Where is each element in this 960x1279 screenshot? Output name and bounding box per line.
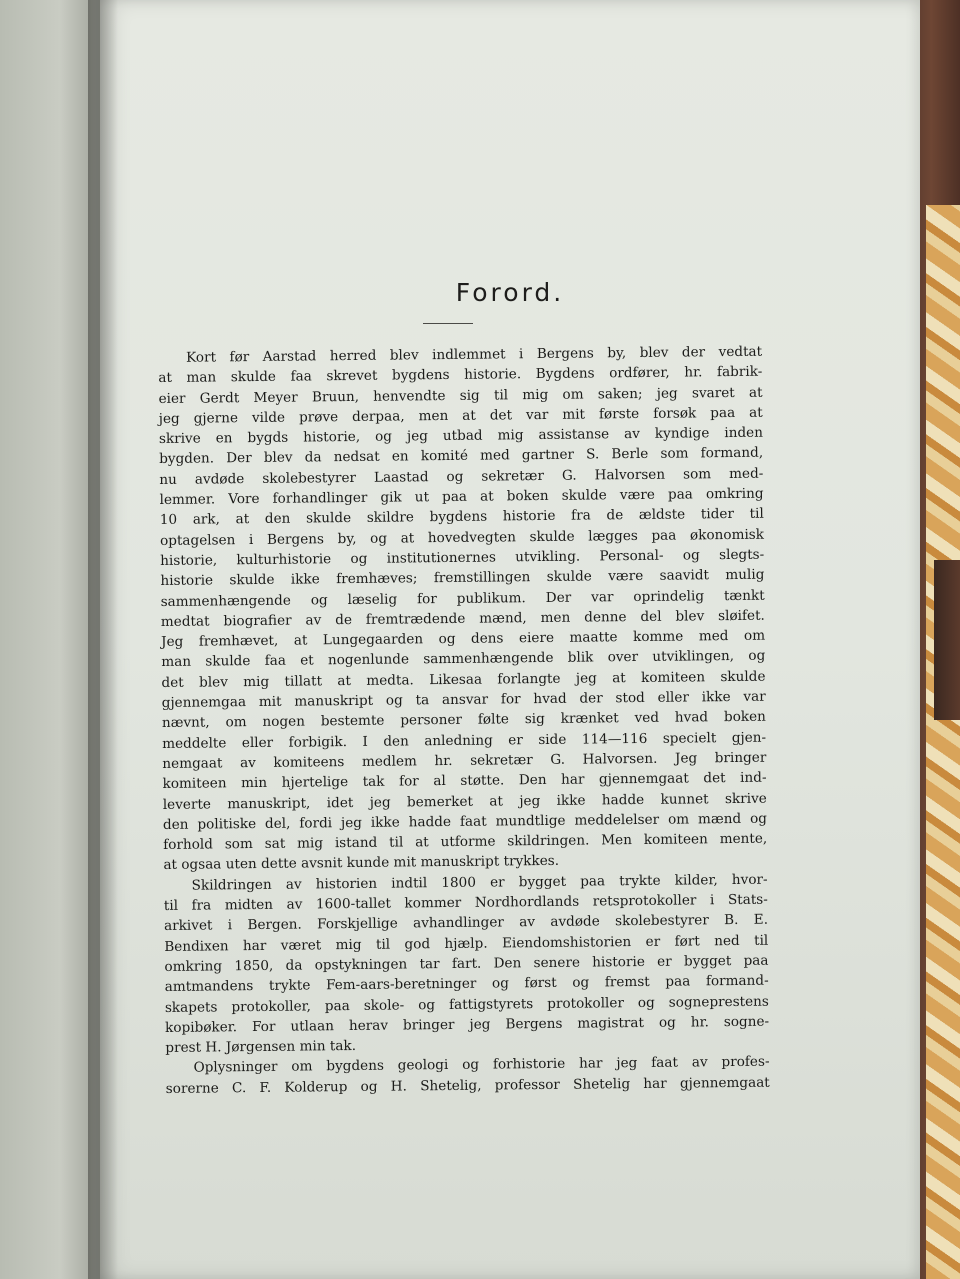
spine-shadow (88, 0, 118, 1279)
text-line: gjennemgaa mit manuskript og ta ansvar for hvad der stod eller ikke var (161, 688, 766, 712)
text-line: Kort før Aarstad herred blev indlemmet i Bergens by, blev der vedtat (186, 343, 763, 366)
text-line: komiteen min hjertelige tak for al støtte. Den har gjennemgaat det ind- (162, 769, 767, 793)
text-line: optagelsen i Bergens by, og at hovedvegten skulde lægges paa økonomisk (159, 526, 765, 549)
left-page-edge (0, 0, 100, 1279)
text-line: meddelte eller forbigik. I den anledning er side 114—116 specielt gjen- (162, 729, 767, 752)
page-title: Forord. (455, 278, 565, 307)
text-line: sammenhængende og læselig for publikum. Der var oprindelig tænkt (160, 587, 765, 610)
preface-body-text (158, 342, 770, 1099)
text-line: til fra midten av 1600-tallet kommer Nordhordlands retsprotokoller i Stats- (163, 891, 768, 914)
text-line: 10 ark, at den skulde skildre bygdens historie fra de ældste tider til (159, 506, 764, 529)
text-line: arkivet i Bergen. Forskjellige avhandlinger av avdøde skolebestyrer B. E. (163, 911, 769, 935)
text-line: historie skulde ikke fremhæves; fremstillingen skulde være saavidt mulig (160, 566, 765, 590)
text-line: forhold som sat mig istand til at utforme skildringen. Men komiteen mente, (163, 830, 768, 854)
text-line: omkring 1850, da opstykningen tar fart. Den senere historie er bygget paa (164, 952, 769, 975)
text-line: medtat biografier av de fremtrædende mænd, men denne del blev sløifet. (160, 607, 765, 630)
text-line: nemgaat av komiteens medlem hr. sekretær G. Halvorsen. Jeg bringer (162, 749, 767, 772)
text-line: skapets protokoller, paa skole- og fattigstyrets protokoller og sogneprestens (164, 993, 769, 1016)
text-line: kopibøker. For utlaan herav bringer jeg Bergens magistrat og hr. sogne- (165, 1013, 770, 1036)
text-line: eier Gerdt Meyer Bruun, henvendte sig til mig om saken; jeg svaret at (158, 384, 763, 407)
text-line: bygden. Der blev da nedsat en komité med gartner S. Berle som formand, (159, 445, 764, 468)
text-line: man skulde faa et nogenlunde sammenhængende blik over utviklingen, og (161, 648, 766, 671)
text-line: jeg gjerne vilde prøve derpaa, men at det var mit første forsøk paa at (158, 404, 763, 427)
text-line: Bendixen har været mig til god hjælp. Eiendomshistorien er ført ned til (164, 932, 769, 955)
text-line: prest H. Jørgensen min tak. (165, 1038, 357, 1057)
text-line: sorerne C. F. Kolderup og H. Shetelig, professor Shetelig har gjennemgaat (165, 1074, 770, 1097)
text-line: at ogsaa uten dette avsnit kunde mit manuskript trykkes. (163, 853, 560, 874)
text-line: den politiske del, fordi jeg ikke hadde faat mundtlige meddelelser om mænd og (162, 810, 768, 833)
text-line: historie, kulturhistorie og institutionernes utvikling. Personal- og slegts- (160, 546, 765, 569)
marbled-endpaper (926, 205, 960, 1279)
text-line: lemmer. Vore forhandlinger gik ut paa at boken skulde være paa omkring (159, 485, 764, 509)
cover-leather-strip (934, 560, 960, 720)
book-page (100, 0, 920, 1279)
text-line: at man skulde faa skrevet bygdens historie. Bygdens ordfører, hr. fabrik- (158, 363, 763, 387)
text-line: Jeg fremhævet, at Lungegaarden og dens eiere maatte komme med om (160, 627, 766, 651)
text-line: nævnt, om nogen bestemte personer følte sig krænket ved hvad boken (161, 708, 766, 732)
title-divider (423, 323, 473, 324)
text-line: skrive en bygds historie, og jeg utbad mig assistanse av kyndige inden (158, 424, 764, 448)
text-line: amtmandens trykte Fem-aars-beretninger og først og fremst paa formand- (164, 972, 769, 996)
text-line: Skildringen av historien indtil 1800 er bygget paa trykte kilder, hvor- (191, 871, 768, 894)
text-line: det blev mig tillatt at medta. Likesaa forlangte jeg at komiteen skulde (161, 668, 766, 691)
text-line: nu avdøde skolebestyrer Laastad og sekretær G. Halvorsen som med- (159, 465, 764, 488)
text-line: Oplysninger om bygdens geologi og forhistorie har jeg faat av profes- (193, 1054, 770, 1077)
text-line: leverte manuskript, idet jeg bemerket at jeg ikke hadde kunnet skrive (162, 790, 767, 813)
